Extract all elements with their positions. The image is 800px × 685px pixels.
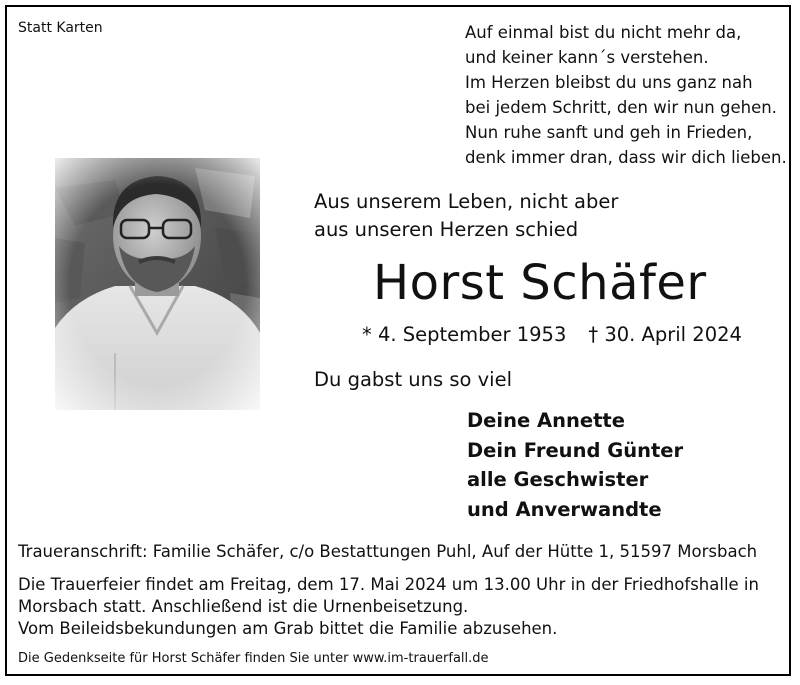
poem-line: Nun ruhe sanft und geh in Frieden, — [465, 123, 753, 142]
service-line-2: Morsbach statt. Anschließend ist die Urnenbeisetzung. — [18, 597, 469, 616]
mourners-list — [467, 406, 683, 524]
motto-text: Du gabst uns so viel — [314, 368, 513, 391]
mourner-line: und Anverwandte — [467, 497, 662, 521]
funeral-service-info — [18, 574, 759, 640]
memorial-page-note: Die Gedenkseite für Horst Schäfer finden Sie unter www.im-trauerfall.de — [18, 651, 489, 666]
intro-line-1: Aus unserem Leben, nicht aber — [314, 190, 619, 213]
service-line-3: Vom Beileidsbekundungen am Grab bittet die Familie abzusehen. — [18, 619, 558, 638]
intro-text — [314, 188, 618, 244]
poem-line: Auf einmal bist du nicht mehr da, — [465, 23, 742, 42]
mourner-line: alle Geschwister — [467, 468, 649, 491]
poem-line: Im Herzen bleibst du uns ganz nah — [465, 73, 753, 92]
service-line-1: Die Trauerfeier findet am Freitag, dem 17. Mai 2024 um 13.00 Uhr in der Friedhofshalle in — [18, 575, 759, 594]
poem-line: bei jedem Schritt, den wir nun gehen. — [465, 98, 777, 117]
portrait-photo-icon — [55, 158, 260, 410]
poem — [465, 20, 787, 170]
mourner-line: Deine Annette — [467, 409, 625, 432]
poem-line: denk immer dran, dass wir dich lieben. — [465, 148, 787, 167]
statt-karten-label: Statt Karten — [18, 20, 103, 36]
deceased-name: Horst Schäfer — [373, 255, 707, 311]
mourning-address: Traueranschrift: Familie Schäfer, c/o Bestattungen Puhl, Auf der Hütte 1, 51597 Morsbach — [18, 542, 758, 561]
death-date: † 30. April 2024 — [588, 323, 742, 346]
intro-line-2: aus unseren Herzen schied — [314, 218, 579, 241]
portrait-photo — [55, 158, 260, 410]
birth-date: * 4. September 1953 — [362, 323, 567, 346]
poem-line: und keiner kann´s verstehen. — [465, 48, 709, 67]
life-dates — [362, 322, 742, 348]
mourner-line: Dein Freund Günter — [467, 438, 684, 462]
